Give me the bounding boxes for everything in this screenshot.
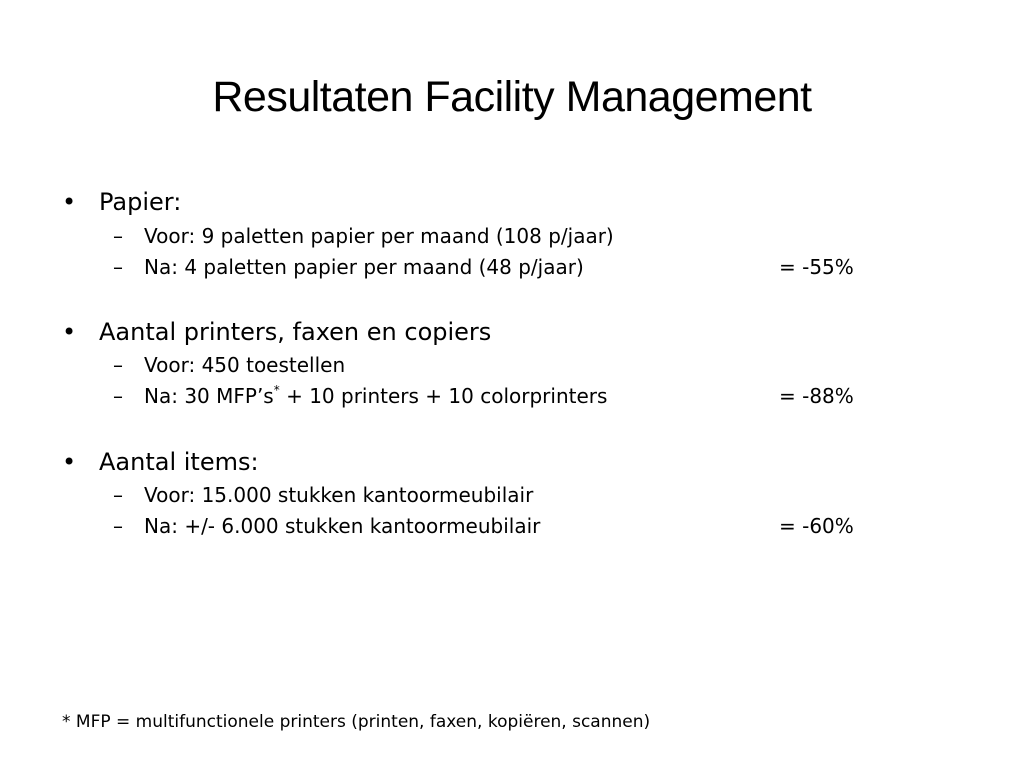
dash-marker: –	[113, 353, 123, 377]
sub-item-text: Voor: 450 toestellen	[144, 353, 346, 377]
bullet-dot: •	[62, 448, 77, 476]
footnote-marker: *	[273, 383, 280, 398]
dash-marker: –	[113, 384, 123, 408]
footnote: * MFP = multifunctionele printers (printen, faxen, kopiëren, scannen)	[62, 712, 651, 732]
dash-marker: –	[113, 514, 123, 538]
sub-item-text	[144, 382, 607, 410]
sub-item-text-end: + 10 printers + 10 colorprinters	[279, 384, 608, 408]
sub-item-text: Voor: 9 paletten papier per maand (108 p/jaar)	[144, 224, 614, 248]
sub-item-text: Na: +/- 6.000 stukken kantoormeubilair	[144, 514, 541, 538]
dash-marker: –	[113, 483, 123, 507]
sub-item-text: Voor: 15.000 stukken kantoormeubilair	[144, 483, 534, 507]
bullet-dot: •	[62, 318, 77, 346]
slide-title: Resultaten Facility Management	[212, 73, 812, 121]
dash-marker: –	[113, 224, 123, 248]
sub-item-text-start: Na: 30 MFP’s	[144, 384, 274, 408]
bullet-heading: Aantal items:	[99, 448, 259, 476]
result-value: = -60%	[779, 514, 854, 538]
result-value: = -55%	[779, 255, 854, 279]
sub-item-text: Na: 4 paletten papier per maand (48 p/jaar)	[144, 255, 584, 279]
bullet-heading: Papier:	[99, 188, 182, 216]
bullet-heading: Aantal printers, faxen en copiers	[99, 318, 492, 346]
bullet-dot: •	[62, 188, 77, 216]
dash-marker: –	[113, 255, 123, 279]
result-value: = -88%	[779, 384, 854, 408]
